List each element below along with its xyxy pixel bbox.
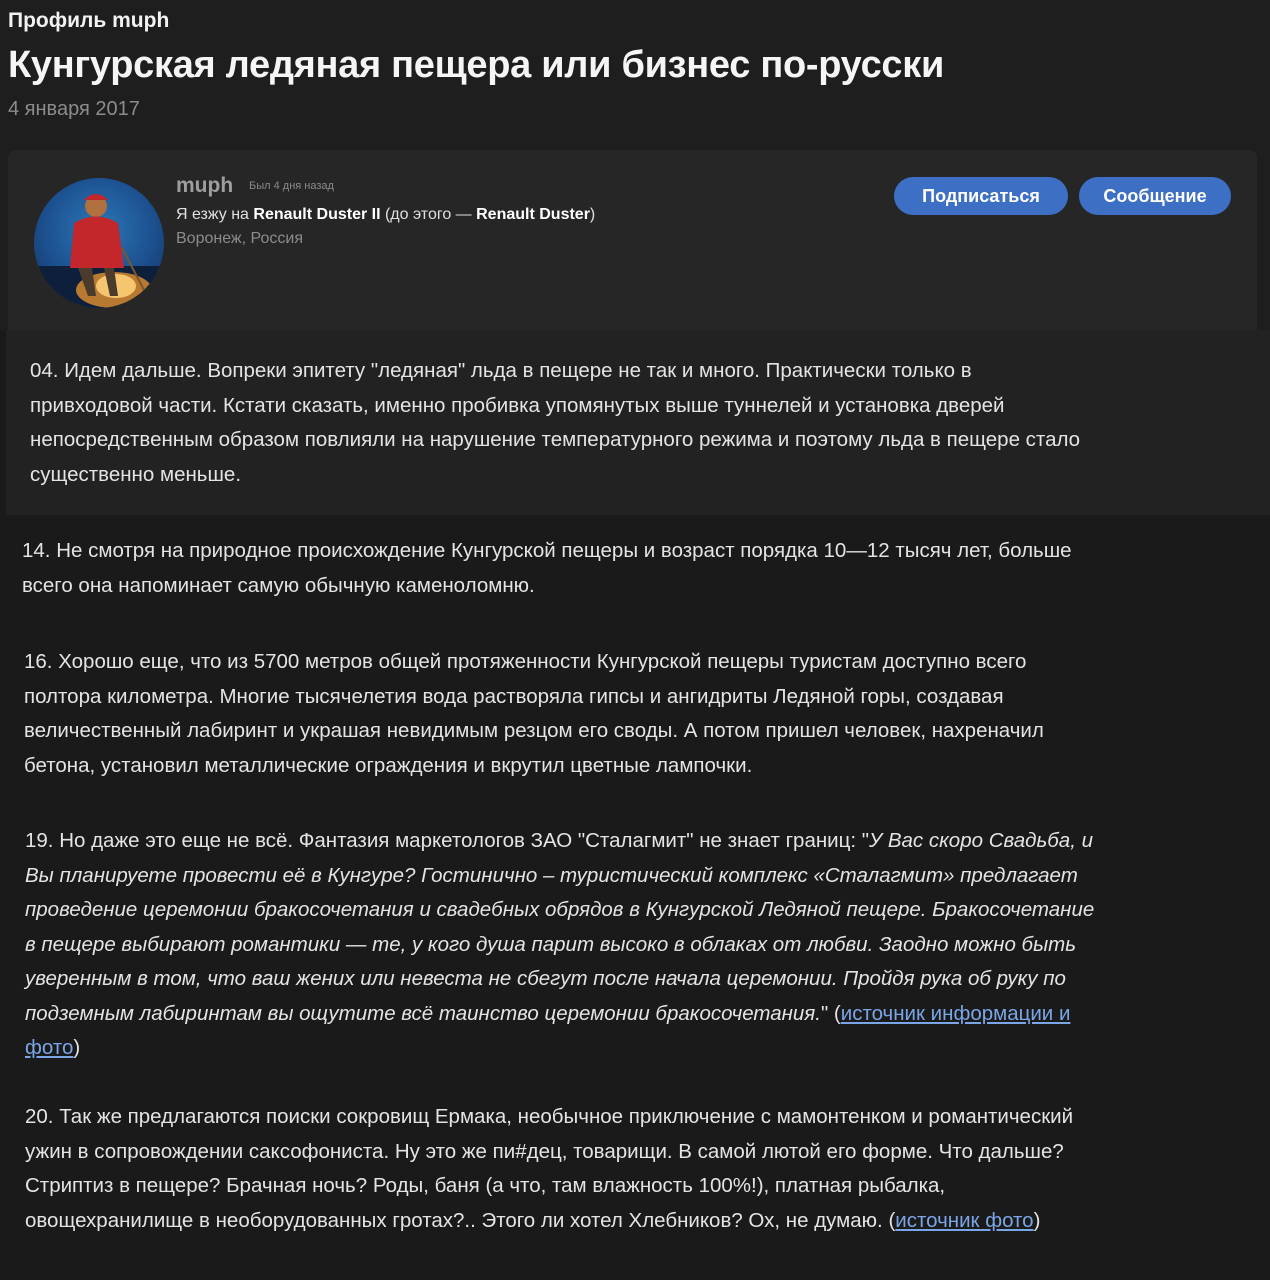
car-current-link[interactable]: Renault Duster II <box>253 206 381 223</box>
paragraph-16: 16. Хорошо еще, что из 5700 метров общей протяженности Кунгурской пещеры туристам доступно всего полтора километра. Многие тысячелетия вода растворяла гипсы и ангидриты Ледяной горы, создавая величественный лабиринт и украшая невидимым резцом его своды. А потом пришел человек, нахреначил бетона, установил металлические ограждения и вкрутил цветные лампочки. <box>24 650 1044 777</box>
source-info-photo-link[interactable]: источник информации и фото <box>25 1001 1071 1059</box>
author-card <box>8 150 1257 330</box>
page-title: Кунгурская ледяная пещера или бизнес по-русски <box>8 44 945 86</box>
paragraph-19-after: " ( <box>820 1001 841 1025</box>
author-location: Воронеж, Россия <box>176 230 303 247</box>
message-button[interactable]: Сообщение <box>1079 177 1231 215</box>
drives-suffix: ) <box>589 206 596 223</box>
author-cars <box>176 206 595 224</box>
paragraph-20-text: 20. Так же предлагаются поиски сокровищ Ермака, необычное приключение с мамонтенком и романтический ужин в сопровождении саксофониста. Ну это же пи#дец, товарищи. В самой лютой его форме. Что дальше? Стриптиз в пещере? Брачная ночь? Роды, баня (а что, там влажность 100%!), платная рыбалка, овощехранилище в необорудованных гротах?.. Этого ли хотел Хлебников? Ох, не думаю. ( <box>25 1105 1074 1232</box>
car-previous-link[interactable]: Renault Duster <box>476 206 590 223</box>
paragraph-19-quote: У Вас скоро Свадьба, и Вы планируете провести её в Кунгуре? Гостинично – туристический комплекс «Сталагмит» предлагает проведение церемонии бракосочетания и свадебных обрядов в Кунгурской Ледяной пещере. Бракосочетание в пещере выбирают романтики — те, у кого душа парит высоко в облаках от любви. Заодно можно быть уверенным в том, что ваш жених или невеста не сбегут после начала церемонии. Пройдя рука об руку по подземным лабиринтам вы ощутите всё таинство церемонии бракосочетания. <box>25 829 1095 1025</box>
last-seen: Был 4 дня назад <box>249 180 334 192</box>
avatar[interactable] <box>34 178 164 308</box>
paragraph-20-end: ) <box>1033 1208 1041 1232</box>
subscribe-button[interactable]: Подписаться <box>894 177 1068 215</box>
paragraph-14: 14. Не смотря на природное происхождение Кунгурской пещеры и возраст порядка 10—12 тысяч лет, больше всего она напоминает самую обычную каменоломню. <box>22 539 1072 597</box>
author-username[interactable]: muph <box>176 174 234 197</box>
avatar-photo-icon <box>34 178 164 308</box>
paragraph-19-intro: 19. Но даже это еще не всё. Фантазия маркетологов ЗАО "Сталагмит" не знает границ: " <box>25 829 870 852</box>
profile-link[interactable]: Профиль muph <box>8 9 170 32</box>
drives-prefix: Я езжу на <box>176 206 254 223</box>
article-body <box>0 330 1270 1280</box>
paragraph-19-end: ) <box>73 1036 81 1059</box>
paragraph-20 <box>25 1100 1095 1238</box>
paragraph-19 <box>25 824 1095 1066</box>
source-photo-link[interactable]: источник фото <box>895 1208 1034 1232</box>
paragraph-04: 04. Идем дальше. Вопреки эпитету "ледяная" льда в пещере не так и много. Практически только в привходовой части. Кстати сказать, именно пробивка упомянутых выше туннелей и установка дверей непосредственным образом повлияли на нарушение температурного режима и поэтому льда в пещере стало существенно меньше. <box>30 359 1081 486</box>
drives-middle: (до этого — <box>380 206 477 223</box>
page-header <box>0 0 1270 330</box>
post-date: 4 января 2017 <box>8 98 140 120</box>
